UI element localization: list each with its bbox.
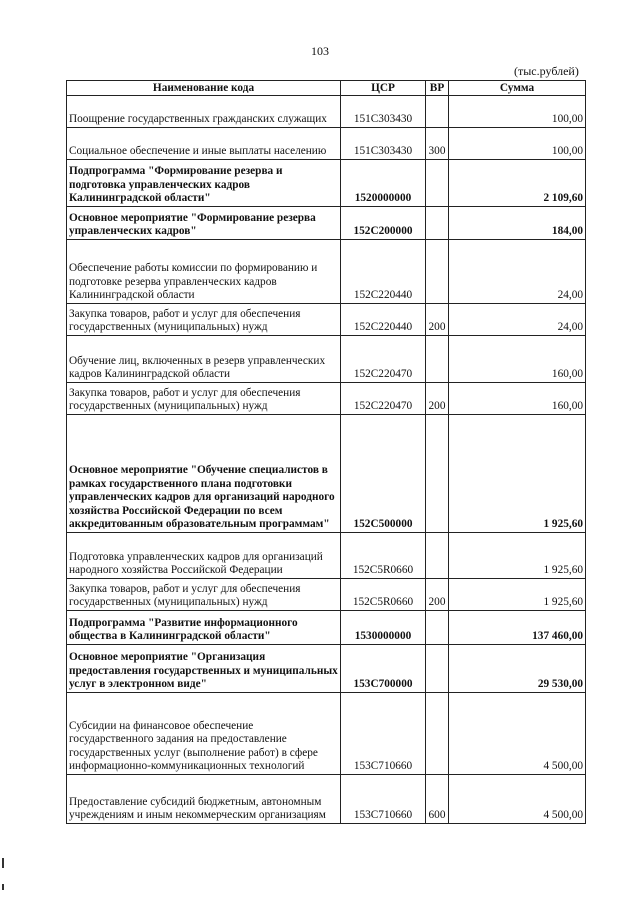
cell-name: Обеспечение работы комиссии по формированию и подготовке резерва управленческих кадров Калининградской области <box>67 240 341 304</box>
cell-name: Социальное обеспечение и иные выплаты населению <box>67 128 341 160</box>
table-body <box>67 96 586 824</box>
table-row <box>67 160 586 207</box>
cell-name: Основное мероприятие "Организация предоставления государственных и муниципальных услуг в электронном виде" <box>67 645 341 693</box>
cell-sum: 160,00 <box>449 336 586 383</box>
budget-table <box>66 80 586 824</box>
cell-sum: 24,00 <box>449 304 586 336</box>
table-row <box>67 304 586 336</box>
cell-name: Субсидии на финансовое обеспечение государственного задания на предоставление государственных услуг (выполнение работ) в сфере информационно-коммуникационных технологий <box>67 693 341 775</box>
cell-csr: 153С700000 <box>341 645 426 693</box>
cell-csr: 153С710660 <box>341 775 426 824</box>
table-row <box>67 775 586 824</box>
table-row <box>67 383 586 415</box>
cell-vr <box>426 645 449 693</box>
table-row <box>67 336 586 383</box>
cell-sum: 1 925,60 <box>449 579 586 611</box>
cell-csr: 152С220470 <box>341 383 426 415</box>
cell-vr <box>426 240 449 304</box>
cell-name: Закупка товаров, работ и услуг для обеспечения государственных (муниципальных) нужд <box>67 304 341 336</box>
cell-sum: 29 530,00 <box>449 645 586 693</box>
page-number: 103 <box>311 44 329 58</box>
cell-csr: 151С303430 <box>341 128 426 160</box>
cell-vr <box>426 415 449 533</box>
units-label: (тыс.рублей) <box>514 64 579 78</box>
cell-vr <box>426 611 449 645</box>
cell-name: Поощрение государственных гражданских служащих <box>67 96 341 128</box>
cell-csr: 152С220470 <box>341 336 426 383</box>
cell-name: Основное мероприятие "Обучение специалистов в рамках государственного плана подготовки управленческих кадров для организаций народного хозяйства Российской Федерации по всем аккредитованным образовательным программам" <box>67 415 341 533</box>
cell-vr <box>426 693 449 775</box>
table-row <box>67 207 586 240</box>
cell-vr <box>426 207 449 240</box>
cell-csr: 152С220440 <box>341 304 426 336</box>
cell-name: Предоставление субсидий бюджетным, автономным учреждениям и иным некоммерческим организациям <box>67 775 341 824</box>
cell-name: Подготовка управленческих кадров для организаций народного хозяйства Российской Федерации <box>67 533 341 579</box>
cell-csr: 1520000000 <box>341 160 426 207</box>
cell-name: Подпрограмма "Развитие информационного общества в Калининградской области" <box>67 611 341 645</box>
header-sum: Сумма <box>449 81 586 96</box>
cell-csr: 151С303430 <box>341 96 426 128</box>
cell-vr: 200 <box>426 304 449 336</box>
cell-csr: 152С220440 <box>341 240 426 304</box>
table-row <box>67 579 586 611</box>
cell-vr: 200 <box>426 383 449 415</box>
cell-vr <box>426 160 449 207</box>
cell-name: Подпрограмма "Формирование резерва и подготовка управленческих кадров Калининградской области" <box>67 160 341 207</box>
cell-csr: 153С710660 <box>341 693 426 775</box>
cell-sum: 1 925,60 <box>449 533 586 579</box>
cell-csr: 152С200000 <box>341 207 426 240</box>
cell-name: Обучение лиц, включенных в резерв управленческих кадров Калининградской области <box>67 336 341 383</box>
cell-name: Закупка товаров, работ и услуг для обеспечения государственных (муниципальных) нужд <box>67 383 341 415</box>
header-csr: ЦСР <box>341 81 426 96</box>
cell-vr <box>426 533 449 579</box>
cell-csr: 152С5R0660 <box>341 579 426 611</box>
table-row <box>67 533 586 579</box>
cell-vr: 600 <box>426 775 449 824</box>
cell-sum: 160,00 <box>449 383 586 415</box>
cell-sum: 2 109,60 <box>449 160 586 207</box>
cell-csr: 152С5R0660 <box>341 533 426 579</box>
cell-sum: 100,00 <box>449 96 586 128</box>
cell-sum: 1 925,60 <box>449 415 586 533</box>
cell-name: Основное мероприятие "Формирование резерва управленческих кадров" <box>67 207 341 240</box>
header-vr: ВР <box>426 81 449 96</box>
table-row <box>67 693 586 775</box>
cell-csr: 1530000000 <box>341 611 426 645</box>
cell-sum: 4 500,00 <box>449 775 586 824</box>
cell-sum: 100,00 <box>449 128 586 160</box>
margin-mark <box>2 858 4 868</box>
cell-vr: 300 <box>426 128 449 160</box>
table-row <box>67 240 586 304</box>
margin-mark <box>2 884 4 890</box>
table-row <box>67 611 586 645</box>
cell-vr: 200 <box>426 579 449 611</box>
cell-csr: 152С500000 <box>341 415 426 533</box>
cell-vr <box>426 96 449 128</box>
cell-sum: 137 460,00 <box>449 611 586 645</box>
cell-sum: 184,00 <box>449 207 586 240</box>
table-row <box>67 645 586 693</box>
header-name: Наименование кода <box>67 81 341 96</box>
table-row <box>67 128 586 160</box>
cell-vr <box>426 336 449 383</box>
table-row <box>67 96 586 128</box>
table-header-row <box>67 81 586 96</box>
cell-name: Закупка товаров, работ и услуг для обеспечения государственных (муниципальных) нужд <box>67 579 341 611</box>
table-row <box>67 415 586 533</box>
cell-sum: 4 500,00 <box>449 693 586 775</box>
cell-sum: 24,00 <box>449 240 586 304</box>
